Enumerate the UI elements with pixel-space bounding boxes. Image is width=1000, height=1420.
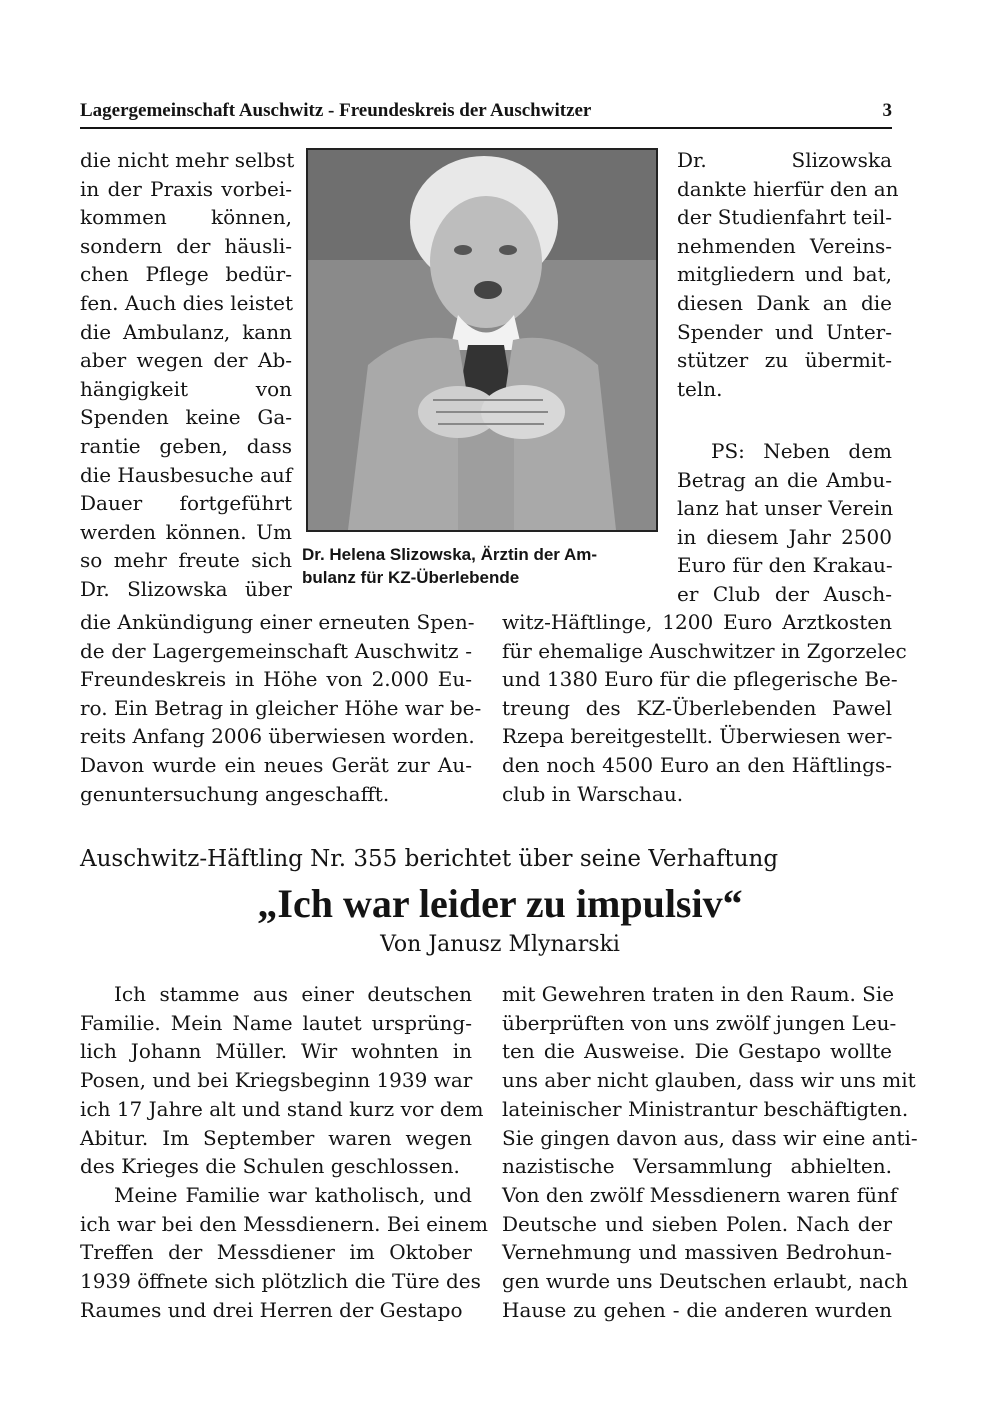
- text-line: Meine Familie war katholisch, und: [114, 1182, 472, 1207]
- text-line: de der Lagergemeinschaft Auschwitz -: [80, 638, 472, 663]
- text-line: den noch 4500 Euro an den Häftlings-: [502, 753, 892, 777]
- text-line: mit Gewehren traten in den Raum. Sie: [502, 982, 895, 1006]
- text-line: in der Praxis vorbei-: [80, 176, 292, 201]
- text-line: diesen Dank an die: [677, 291, 892, 315]
- text-line: ich 17 Jahre alt und stand kurz vor dem: [80, 1096, 484, 1121]
- text-line: und 1380 Euro für die pflegerische Be-: [502, 667, 898, 692]
- photo-caption: [302, 543, 666, 589]
- text-line: dankte hierfür den an: [677, 176, 899, 201]
- text-line: ro. Ein Betrag in gleicher Höhe war be-: [80, 695, 482, 720]
- text-line: Dauer fortgeführt: [80, 491, 292, 516]
- text-line: Rzepa bereitgestellt. Überwiesen wer-: [502, 724, 893, 749]
- text-line: nehmenden Vereins-: [677, 233, 892, 258]
- text-line: witz-Häftlinge, 1200 Euro Arztkosten: [502, 610, 892, 634]
- text-line: mitgliedern und bat,: [677, 262, 892, 287]
- text-line: fen. Auch dies leistet: [80, 291, 294, 315]
- text-line: in diesem Jahr 2500: [677, 524, 892, 549]
- text-line: chen Pflege bedür-: [80, 262, 292, 287]
- text-line: Betrag an die Ambu-: [677, 467, 892, 492]
- text-line: kommen können,: [80, 205, 292, 230]
- text-line: Posen, und bei Kriegsbeginn 1939 war: [80, 1068, 473, 1093]
- text-line: Spenden keine Ga-: [80, 405, 292, 430]
- text-line: der Studienfahrt teil-: [677, 205, 892, 230]
- text-line: Dr. Slizowska: [677, 148, 892, 172]
- text-line: Abitur. Im September waren wegen: [80, 1125, 472, 1150]
- text-line: hängigkeit von: [80, 376, 292, 401]
- text-line: reits Anfang 2006 überwiesen worden.: [80, 724, 475, 749]
- text-line: rantie geben, dass: [80, 434, 292, 458]
- header-rule: [80, 127, 892, 129]
- text-line: Familie. Mein Name lautet ursprüng-: [80, 1010, 472, 1035]
- text-line: uns aber nicht glauben, dass wir uns mit: [502, 1068, 916, 1093]
- article-byline: Von Janusz Mlynarski: [380, 932, 620, 957]
- running-head: [80, 100, 892, 124]
- text-line: für ehemalige Auschwitzer in Zgorzelec: [502, 638, 907, 663]
- caption-line: Dr. Helena Slizowska, Ärztin der Am-: [302, 545, 598, 564]
- text-line: Raumes und drei Herren der Gestapo: [80, 1297, 463, 1322]
- text-line: Hause zu gehen - die anderen wurden: [502, 1297, 892, 1322]
- text-line: ich war bei den Messdienern. Bei einem: [80, 1211, 489, 1236]
- text-line: Davon wurde ein neues Gerät zur Au-: [80, 753, 472, 777]
- caption-line: bulanz für KZ-Überlebende: [302, 568, 520, 587]
- text-line: Vernehmung und massiven Bedrohun-: [502, 1240, 892, 1265]
- text-line: Euro für den Krakau-: [677, 553, 893, 578]
- text-line: ten die Ausweise. Die Gestapo wollte: [502, 1039, 892, 1064]
- text-line: Dr. Slizowska über: [80, 577, 292, 601]
- text-line: PS: Neben dem: [711, 439, 892, 463]
- text-line: genuntersuchung angeschafft.: [80, 781, 390, 806]
- article-kicker: Auschwitz-Häftling Nr. 355 berichtet über seine Verhaftung: [80, 846, 779, 872]
- text-line: Ich stamme aus einer deutschen: [114, 982, 472, 1006]
- portrait-illustration: [308, 150, 656, 530]
- text-line: gen wurde uns Deutschen erlaubt, nach: [502, 1269, 909, 1293]
- text-line: überprüften von uns zwölf jungen Leu-: [502, 1010, 897, 1035]
- text-line: Spender und Unter-: [677, 319, 892, 344]
- portrait-photo: [306, 148, 658, 532]
- text-line: stützer zu übermit-: [677, 348, 892, 373]
- text-line: werden können. Um: [80, 519, 292, 544]
- text-line: club in Warschau.: [502, 781, 684, 806]
- text-line: lich Johann Müller. Wir wohnten in: [80, 1039, 472, 1064]
- text-line: lateinischer Ministrantur beschäftigten.: [502, 1096, 909, 1121]
- text-line: sondern der häusli-: [80, 233, 292, 258]
- text-line: lanz hat unser Verein: [677, 496, 894, 521]
- text-line: nazistische Versammlung abhielten.: [502, 1154, 892, 1179]
- text-line: teln.: [677, 376, 723, 401]
- text-line: er Club der Ausch-: [677, 582, 892, 606]
- text-line: Treffen der Messdiener im Oktober: [80, 1240, 472, 1265]
- text-line: Deutsche und sieben Polen. Nach der: [502, 1211, 892, 1236]
- text-line: die nicht mehr selbst: [80, 148, 295, 172]
- text-line: die Ambulanz, kann: [80, 319, 292, 344]
- running-title: Lagergemeinschaft Auschwitz - Freundeskreis der Auschwitzer: [80, 100, 592, 121]
- text-line: Sie gingen davon aus, dass wir eine anti-: [502, 1125, 918, 1150]
- text-line: Von den zwölf Messdienern waren fünf: [502, 1182, 898, 1207]
- text-line: so mehr freute sich: [80, 548, 292, 573]
- text-line: die Ankündigung einer erneuten Spen-: [80, 610, 475, 634]
- text-line: die Hausbesuche auf: [80, 462, 293, 487]
- text-line: 1939 öffnete sich plötzlich die Türe des: [80, 1269, 481, 1293]
- article-headline: „Ich war leider zu impulsiv“: [257, 881, 743, 926]
- page-number: 3: [882, 100, 892, 121]
- text-line: treung des KZ-Überlebenden Pawel: [502, 695, 892, 720]
- text-line: aber wegen der Ab-: [80, 348, 292, 373]
- text-line: des Krieges die Schulen geschlossen.: [80, 1154, 460, 1179]
- text-line: Freundeskreis in Höhe von 2.000 Eu-: [80, 667, 472, 692]
